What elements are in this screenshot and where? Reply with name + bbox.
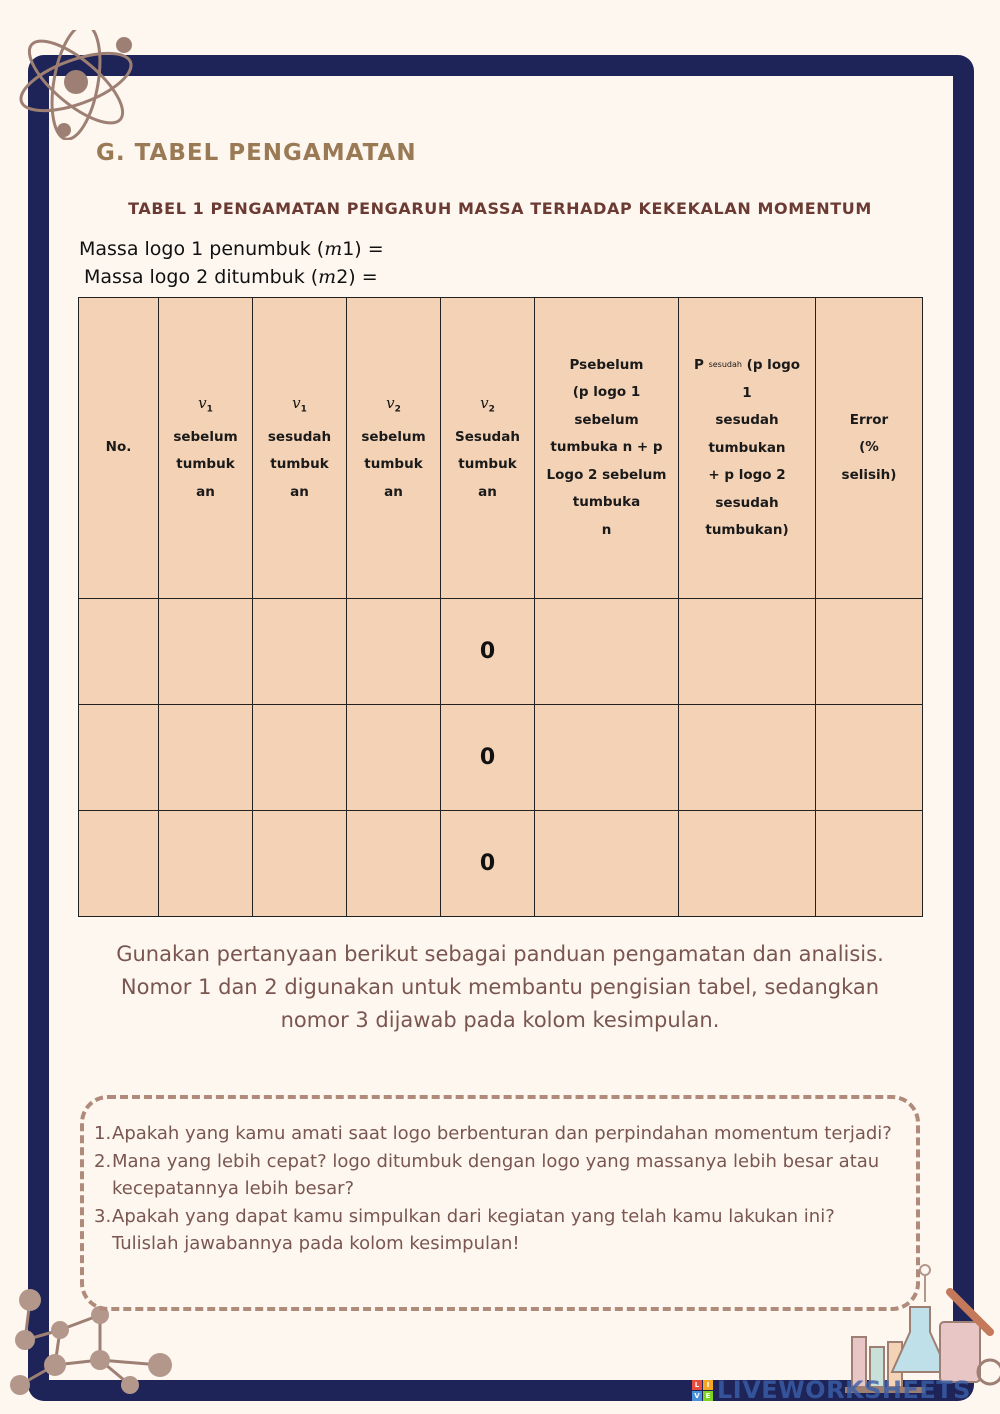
cell-error-input[interactable]: [816, 599, 923, 705]
liveworksheets-watermark[interactable]: [692, 1376, 971, 1404]
cell-v1-before-input[interactable]: [159, 705, 253, 811]
cell-error-input[interactable]: [816, 705, 923, 811]
list-item: 3. Apakah yang dapat kamu simpulkan dari kegiatan yang telah kamu lakukan ini? Tulislah jawabannya pada kolom kesimpulan!: [94, 1205, 835, 1254]
cell-v2-before-input[interactable]: [347, 705, 441, 811]
observation-table: [78, 297, 923, 917]
list-item: 1. Apakah yang kamu amati saat logo berbenturan dan perpindahan momentum terjadi?: [94, 1123, 892, 1144]
cell-v1-before-input[interactable]: [159, 599, 253, 705]
cell-p-after-input[interactable]: [679, 599, 816, 705]
header-p-after: P sesudah (p logo 1 sesudah tumbukan + p logo 2 sesudah tumbukan): [679, 298, 816, 599]
table-header-row: [79, 298, 923, 599]
cell-v1-after-input[interactable]: [253, 705, 347, 811]
cell-v1-after-input[interactable]: [253, 811, 347, 917]
section-title: G. TABEL PENGAMATAN: [96, 140, 417, 166]
cell-v2-after: 0: [441, 705, 535, 811]
guide-text: [110, 938, 890, 1037]
table-row: [79, 705, 923, 811]
cell-v2-before-input[interactable]: [347, 811, 441, 917]
cell-p-after-input[interactable]: [679, 811, 816, 917]
list-item: 2. Mana yang lebih cepat? logo ditumbuk dengan logo yang massanya lebih besar atau kecepatannya lebih besar?: [94, 1150, 880, 1199]
atom-icon: [14, 30, 144, 140]
watermark-text: LIVEWORKSHEETS: [717, 1376, 971, 1404]
header-v1-before: $v_1$ sebelum tumbuk an: [159, 298, 253, 599]
cell-v2-after: 0: [441, 811, 535, 917]
question-list: [94, 1120, 894, 1258]
mass2-label: Massa logo 2 ditumbuk (m2) =: [84, 266, 378, 288]
header-no: No.: [79, 298, 159, 599]
header-p-before: Psebelum (p logo 1 sebelum tumbuka n + p Logo 2 sebelum tumbuka n: [535, 298, 679, 599]
header-v1-after: $v_1$ sesudah tumbuk an: [253, 298, 347, 599]
header-error: Error (% selisih): [816, 298, 923, 599]
guide-line-1: Gunakan pertanyaan berikut sebagai panduan pengamatan dan analisis.: [116, 942, 884, 966]
guide-line-2: Nomor 1 dan 2 digunakan untuk membantu pengisian tabel, sedangkan nomor 3 dijawab pada kolom kesimpulan.: [120, 975, 880, 1032]
table-row: [79, 599, 923, 705]
cell-v1-before-input[interactable]: [159, 811, 253, 917]
mass1-label: Massa logo 1 penumbuk (m1) =: [79, 238, 384, 260]
cell-p-before-input[interactable]: [535, 599, 679, 705]
cell-error-input[interactable]: [816, 811, 923, 917]
cell-p-before-input[interactable]: [535, 705, 679, 811]
cell-v2-after: 0: [441, 599, 535, 705]
cell-v1-after-input[interactable]: [253, 599, 347, 705]
header-v2-before: $v_2$ sebelum tumbuk an: [347, 298, 441, 599]
table-title: TABEL 1 PENGAMATAN PENGARUH MASSA TERHADAP KEKEKALAN MOMENTUM: [128, 199, 872, 218]
cell-no-input[interactable]: [79, 705, 159, 811]
cell-p-before-input[interactable]: [535, 811, 679, 917]
liveworksheets-logo-icon: L I V E: [692, 1380, 713, 1401]
cell-p-after-input[interactable]: [679, 705, 816, 811]
table-row: [79, 811, 923, 917]
cell-no-input[interactable]: [79, 599, 159, 705]
cell-v2-before-input[interactable]: [347, 599, 441, 705]
cell-no-input[interactable]: [79, 811, 159, 917]
header-v2-after: $v_2$ Sesudah tumbuk an: [441, 298, 535, 599]
